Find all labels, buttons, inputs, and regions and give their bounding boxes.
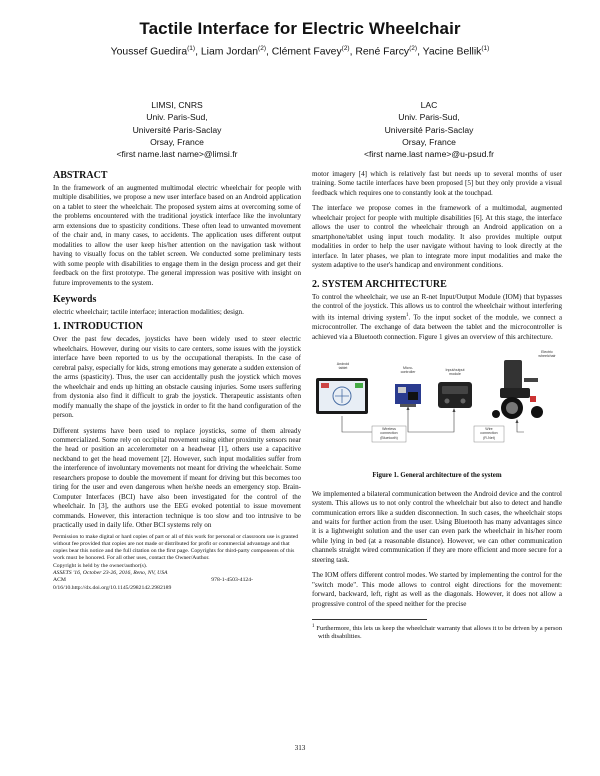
acm-line — [53, 577, 253, 584]
conference-line: ASSETS '16, October 23-26, 2016, Reno, NV, USA — [53, 569, 168, 576]
paper-title: Tactile Interface for Electric Wheelchair — [139, 19, 461, 38]
introduction-paragraph: Different systems have been used to replace joysticks, some of them already commercialized. Some rely on occipital movement using either proximity sensors near the head or position an accelerometer on a headwear [1], others use a capacitive neckband to get the head movement [2]. However, such input modalities suffer from the interference of involuntary movements not meant for driving the wheelchair. Some researchers propose to double the movement if meant for driving but this becomes too tiring for the user and even dangerous when he/she needs an emergency stop. Brain-Computer Interfaces (BCI) have also been investigated for the control of the wheelchair. In [3], the authors use the EEG evoked potential to issue movement commands. However, this interaction technique is too slow and too intrusive to be practically used in daily life. Other BCI systems rely on — [53, 426, 301, 530]
body-paragraph: motor imagery [4] which is relatively fast but needs up to several months of user training. Some tactile interfaces have been proposed [5] but they only provide a visual feedback which requires one to constantly look at the touchpad. — [312, 170, 562, 197]
tablet-image — [316, 378, 368, 414]
label-bluetooth: Wireless connection (Bluetooth) — [380, 427, 398, 440]
architecture-paragraph — [312, 293, 562, 343]
right-column — [312, 170, 562, 642]
author-name: René Farcy — [355, 46, 410, 58]
label-wheelchair: Electric wheelchair — [538, 350, 556, 359]
author-affiliation-mark: (1) — [481, 45, 490, 52]
body-paragraph: The IOM offers different control modes. We started by implementing the control for the "switch mode". This mode allows to control eight directions for the movement: forward, backward, left, right as well as the diagonals. However, it does not allow a progressive control of the speed neither for the precise — [312, 571, 562, 608]
keywords-text: electric wheelchair; tactile interface; interaction modalities; design. — [53, 307, 244, 316]
footnote-text: Furthermore, this lets us keep the wheelchair warranty that allows it to be driven by a person with disabilities. — [316, 625, 562, 641]
doi-link[interactable]: 0/16/10.http://dx.doi.org/10.1145/2982142.2982189 — [53, 584, 172, 591]
introduction-heading: 1. INTRODUCTION — [53, 321, 144, 333]
architecture-heading: 2. SYSTEM ARCHITECTURE — [312, 278, 447, 290]
author-name: Liam Jordan — [200, 46, 259, 58]
body-paragraph: We implemented a bilateral communication between the Android device and the control system. This allows us to not only control the wheelchair but also to detect and handle communication errors like a sudden disconnection. In such cases, the wheelchair stops and waits for further action from the user. Using Bluetooth has many advantages since it is a lightweight solution and the user can even park the wheelchair in his/her room while lying in bed (at a reasonable distance). However, we can other communication channels straight wired communication if they are more efficient and more secure for a steering task. — [312, 489, 562, 564]
affiliation-line: Univ. Paris-Sud, — [398, 112, 460, 123]
left-column — [53, 170, 301, 592]
isbn-text: 978-1-4503-4124- — [211, 577, 253, 584]
affiliation-line: LAC — [420, 100, 438, 110]
affiliation-line: Orsay, France — [402, 136, 456, 147]
label-tablet: Android tablet — [336, 362, 350, 371]
label-iom: Input/output module — [445, 368, 465, 377]
abstract-heading: ABSTRACT — [53, 170, 108, 181]
page-number: 313 — [294, 744, 306, 752]
affiliation-right — [314, 99, 544, 160]
author-list: Youssef Guedira$^{(1)}$, Liam Jordan$^{(2)}$, Clément Favey$^{(2)}$, René Farcy$^{(2)}$, Yacine Bellik$^{(1)}$ — [110, 45, 490, 58]
wheelchair-image — [492, 360, 543, 419]
label-microcontroller: Micro- controller — [400, 366, 416, 375]
microcontroller-image — [395, 384, 421, 407]
architecture-text: . To the input socket of the module, we connect a microcontroller. The exchange of data between the tablet and the microcontroller is achieved via a Bluetooth connection. Figure 1 gives an overview of this architecture. — [312, 313, 562, 341]
author-name: Youssef Guedira — [110, 46, 188, 58]
abstract-text: In the framework of an augmented multimodal electric wheelchair for people with multiple disabilities, we propose a new user interface based on an Android application on a tablet to steer the wheelchair. The proposed system aims at overcoming some of the problems encountered with the traditional joystick interface like the involuntary arm extensions due to spasticity conditions. These often lead to unwanted movement of the chair and, in many cases, to accidents. The application uses different output modalities to allow the user keep his/her attention on the navigation task without having to visually focus on the tablet screen. We conducted some preliminary tests with some people with disabilities to engage them in the design process and get their feedback on the first prototype. The general impression was positive with insight on future improvements to the system. — [53, 184, 301, 287]
affiliation-line: Univ. Paris-Sud, — [146, 112, 208, 123]
affiliation-email: <first name.last name>@u-psud.fr — [363, 149, 495, 160]
copyright-line: Copyright is held by the owner/author(s). — [53, 562, 148, 569]
introduction-paragraph: Over the past few decades, joysticks have been widely used to steer electric wheelchairs. However, during our visits to care centers, some issues with the joystick interface have been reported to us by the occupational therapists. In the case of cerebral palsy, especially for kids, strong emotions may generate a sudden extension of the arms (spasticity). Thus, the user can accidentally push the joystick which moves the wheelchair and ends up hitting an obstacle causing injuries. Some users suffering from dystonia also find it difficult to grab the joystick. Therapeutic assistants often modify manually the shape of the joystick in order to fit the hand configuration of the person. — [53, 335, 301, 420]
architecture-figure — [312, 348, 560, 468]
author-affiliation-mark: (2) — [258, 45, 266, 52]
acm-label: ACM — [53, 577, 66, 584]
label-rnet: Wire connection (R-Net) — [480, 427, 498, 440]
architecture-text: To control the wheelchair, we use an R-net Input/Output Module (IOM) that bypasses the control of the joystick. This allows us to control the wheelchair without interfering with its internal driving system — [312, 292, 562, 322]
permission-text: Permission to make digital or hard copies of part or all of this work for personal or classroom use is granted without fee provided that copies are not made or distributed for profit or commercial advantage and that copies bear this notice and the full citation on the first page. Copyrights for third-party components of this work must be honored. For all other uses, contact the Owner/Author. — [53, 533, 299, 562]
author-name: Clément Favey — [271, 46, 342, 58]
permission-block — [53, 534, 301, 592]
footnote-divider — [312, 619, 427, 620]
body-paragraph: The interface we propose comes in the framework of a multimodal, augmented wheelchair project for people with multiple disabilities [6]. At this stage, the interface allows the user to control the wheelchair through an Android application on a smartphone/tablet using input touch modality. It also provides multiple output modalities in order to help the user navigate without having to look directly at the interface. In later phases, we plan to integrate more input modalities and make the system adaptive to the user's handicap and environment conditions. — [312, 204, 562, 270]
figure-caption: Figure 1. General architecture of the system — [372, 472, 502, 480]
author-affiliation-mark: (2) — [341, 45, 350, 52]
author-affiliation-mark: (2) — [409, 45, 418, 52]
affiliation-email: <first name.last name>@limsi.fr — [116, 149, 238, 160]
affiliation-line: LIMSI, CNRS — [151, 100, 203, 110]
keywords-heading: Keywords — [53, 293, 97, 305]
affiliation-line: Université Paris-Saclay — [132, 124, 222, 135]
footnote-mark: 1 — [405, 313, 409, 319]
iom-image — [438, 382, 472, 408]
footnote-number: 1 — [312, 624, 315, 630]
affiliation-line: Université Paris-Saclay — [384, 124, 474, 135]
footnote — [312, 623, 562, 642]
affiliation-line: Orsay, France — [150, 136, 204, 147]
author-name: Yacine Bellik — [422, 46, 482, 58]
affiliation-left — [62, 99, 292, 160]
author-affiliation-mark: (1) — [187, 45, 196, 52]
